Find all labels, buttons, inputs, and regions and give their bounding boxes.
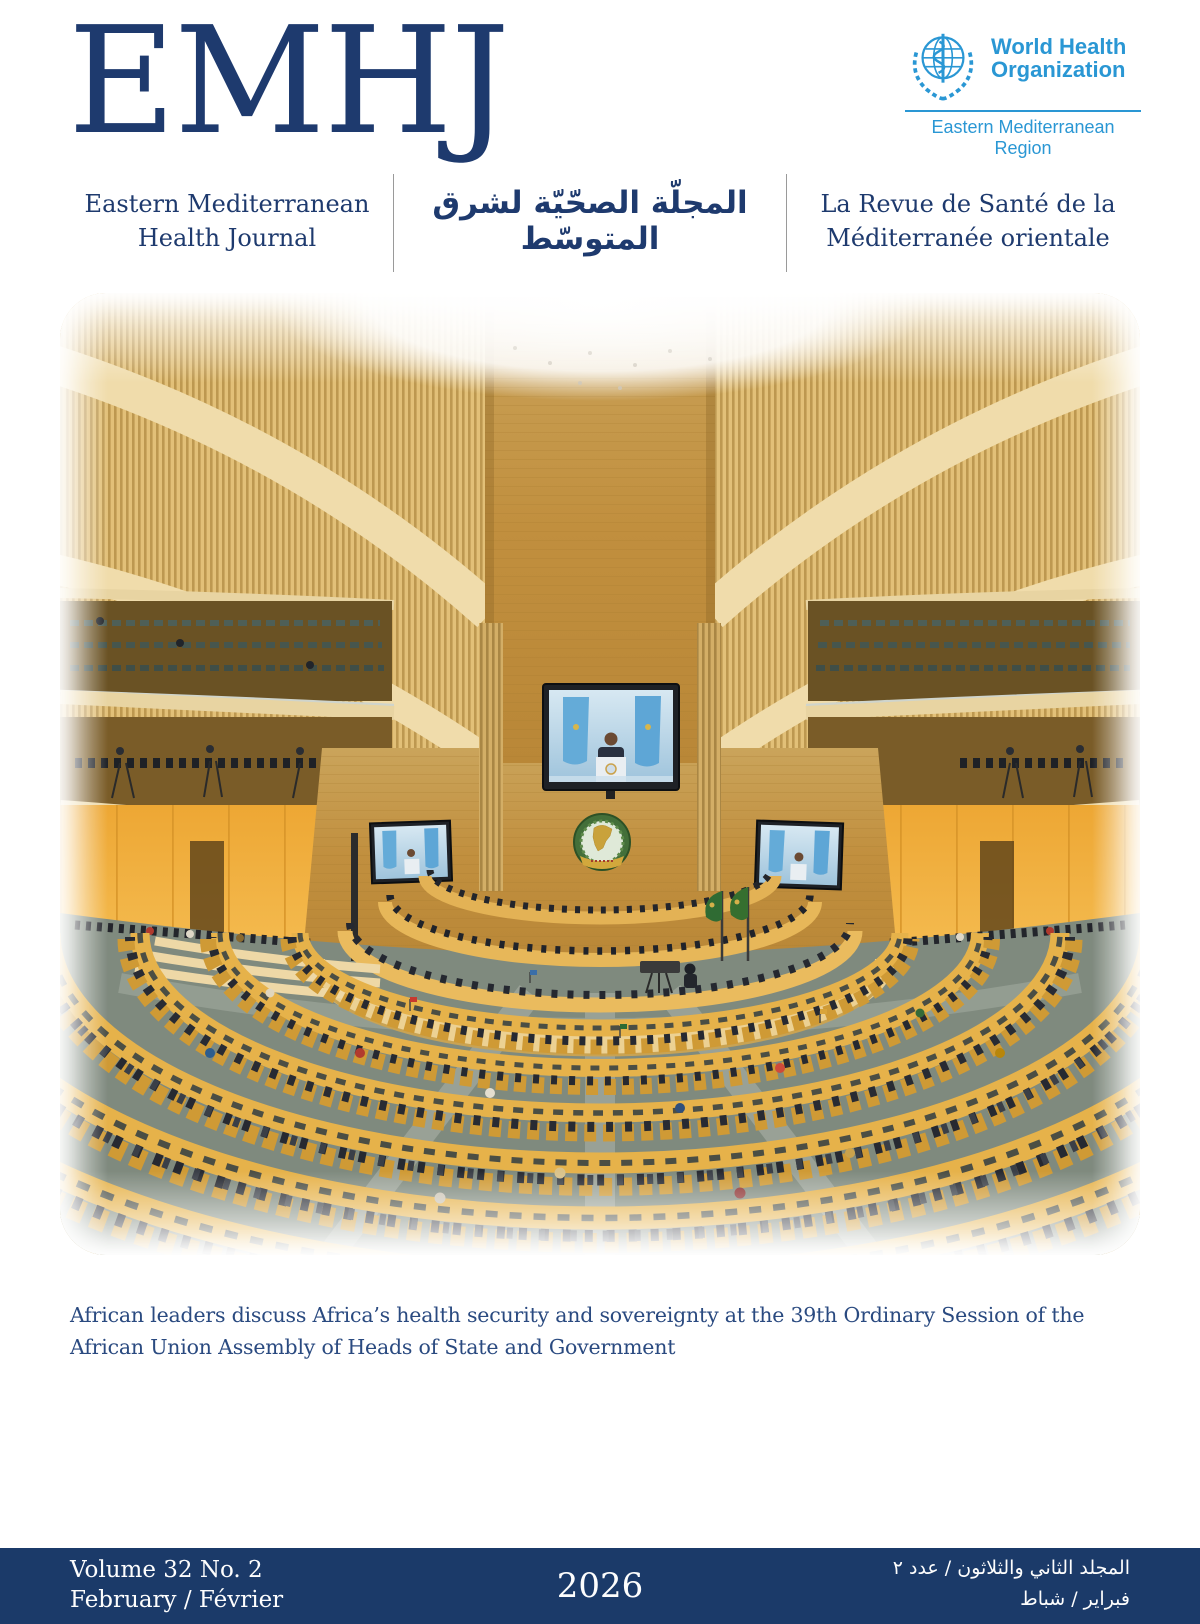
footer-bar	[0, 1548, 1200, 1624]
who-name	[991, 36, 1126, 82]
journal-title-french-line1: La Revue de Santé de la	[820, 190, 1116, 218]
who-logo-block	[903, 24, 1143, 159]
who-name-line1: World Health	[991, 34, 1127, 59]
footer-arabic-volume: المجلد الثاني والثلاثون / عدد ٢	[892, 1557, 1130, 1579]
journal-title-french	[798, 188, 1138, 255]
who-rule	[905, 110, 1141, 112]
cover-photo	[60, 293, 1140, 1255]
journal-title-english-line2: Health Journal	[137, 223, 317, 252]
conference-hall-illustration	[60, 293, 1140, 1255]
journal-logo: EMHJ	[68, 0, 508, 167]
au-emblem	[574, 814, 630, 870]
footer-arabic-block	[893, 1553, 1130, 1616]
main-screen	[543, 684, 679, 799]
who-emblem-icon	[903, 24, 983, 104]
left-side-screen	[370, 821, 452, 884]
footer-volume: Volume 32 No. 2	[70, 1557, 263, 1583]
who-region-label: Eastern Mediterranean Region	[931, 117, 1115, 158]
footer-year: 2026	[556, 1566, 644, 1606]
who-name-line2: Organization	[991, 56, 1126, 82]
masthead-divider-right	[786, 174, 787, 272]
journal-title-arabic: المجلّة الصحّيّة لشرق المتوسّط	[432, 185, 748, 257]
footer-arabic-month: فبراير / شباط	[1020, 1588, 1130, 1611]
journal-title-french-line2: Méditerranée orientale	[826, 223, 1110, 252]
cover-caption: African leaders discuss Africa’s health security and sovereignty at the 39th Ordinary Session of the African Union Assembly of Heads of State and Government	[70, 1303, 1085, 1359]
footer-month: February / Février	[70, 1587, 284, 1614]
masthead-divider-left	[393, 174, 394, 272]
journal-title-english	[72, 188, 382, 255]
journal-title-english-line1: Eastern Mediterranean	[84, 190, 370, 218]
